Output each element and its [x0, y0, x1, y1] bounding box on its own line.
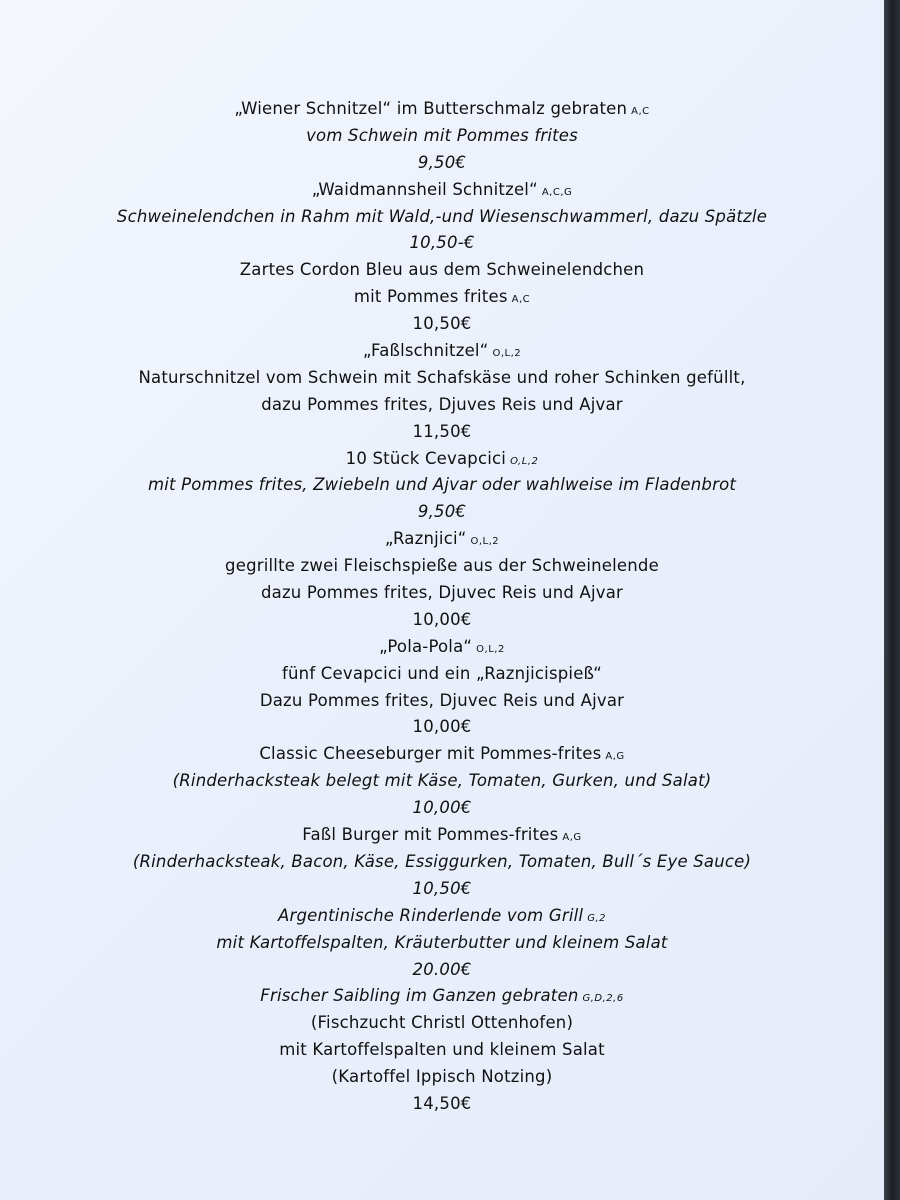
- dish-description: (Rinderhacksteak belegt mit Käse, Tomaten, Gurken, und Salat): [172, 771, 712, 791]
- menu-line: [0, 607, 884, 634]
- dish-title: Faßl Burger mit Pommes-frites: [302, 825, 559, 845]
- dish-title: „Wiener Schnitzel“ im Butterschmalz gebraten: [234, 99, 628, 118]
- allergen-codes: A,C: [631, 106, 650, 117]
- dish-price: 20.00€: [412, 959, 472, 979]
- allergen-codes: A,G: [562, 832, 582, 844]
- dish-description: dazu Pommes frites, Djuves Reis und Ajvar: [261, 394, 623, 414]
- menu-line: [0, 123, 884, 150]
- allergen-codes: O,L,2: [510, 455, 539, 467]
- menu-line: [0, 338, 884, 365]
- dish-price: 11,50€: [412, 421, 472, 441]
- menu-line: [0, 204, 884, 231]
- menu-line: [0, 795, 884, 822]
- menu-list: [0, 96, 884, 1118]
- menu-line: [0, 392, 884, 419]
- allergen-codes: G,D,2,6: [582, 993, 624, 1005]
- menu-line: [0, 714, 884, 741]
- menu-line: [0, 903, 884, 930]
- dish-price: 9,50€: [417, 502, 467, 522]
- menu-line: [0, 661, 884, 688]
- dish-title: „Waidmannsheil Schnitzel“: [311, 179, 538, 199]
- allergen-codes: A,C: [511, 294, 531, 306]
- allergen-codes: O,L,2: [476, 643, 505, 655]
- menu-line: [0, 499, 884, 526]
- dish-description: Naturschnitzel vom Schwein mit Schafskäse und roher Schinken gefüllt,: [138, 367, 746, 387]
- menu-line: [0, 822, 884, 849]
- dish-price: 14,50€: [412, 1093, 472, 1113]
- dish-description: fünf Cevapcici und ein „Raznjicispieß“: [282, 663, 602, 683]
- dish-description: (Fischzucht Christl Ottenhofen): [310, 1013, 574, 1033]
- menu-line: [0, 311, 884, 338]
- menu-line: [0, 419, 884, 446]
- dish-title: 10 Stück Cevapcici: [345, 448, 507, 468]
- menu-line: [0, 526, 884, 553]
- dish-description: (Rinderhacksteak, Bacon, Käse, Essiggurken, Tomaten, Bull´s Eye Sauce): [132, 851, 752, 871]
- dish-title: Zartes Cordon Bleu aus dem Schweinelendchen: [239, 260, 645, 280]
- menu-line: [0, 580, 884, 607]
- menu-line: [0, 1037, 884, 1064]
- allergen-codes: G,2: [587, 912, 607, 924]
- menu-line: [0, 284, 884, 311]
- dish-description: mit Pommes frites, Zwiebeln und Ajvar oder wahlweise im Fladenbrot: [147, 475, 737, 495]
- menu-line: [0, 634, 884, 661]
- menu-line: [0, 1010, 884, 1037]
- dish-price: 10,00€: [412, 798, 472, 818]
- menu-line: [0, 1064, 884, 1091]
- menu-line: [0, 957, 884, 984]
- menu-line: [0, 688, 884, 715]
- menu-line: [0, 983, 884, 1010]
- menu-line: [0, 930, 884, 957]
- dish-description: gegrillte zwei Fleischspieße aus der Schweinelende: [225, 556, 659, 576]
- menu-line: [0, 553, 884, 580]
- allergen-codes: A,C,G: [541, 186, 573, 198]
- dish-title: „Raznjici“: [384, 529, 467, 549]
- dish-description: dazu Pommes frites, Djuvec Reis und Ajvar: [260, 583, 624, 603]
- menu-line: [0, 177, 884, 204]
- menu-line: [0, 1091, 884, 1118]
- dish-title: Frischer Saibling im Ganzen gebraten: [260, 986, 579, 1006]
- menu-line: [0, 365, 884, 392]
- allergen-codes: O,L,2: [492, 348, 522, 360]
- menu-line: [0, 876, 884, 903]
- dish-description: vom Schwein mit Pommes frites: [306, 125, 578, 145]
- dish-description: mit Kartoffelspalten und kleinem Salat: [279, 1040, 605, 1060]
- allergen-codes: A,G: [605, 751, 625, 763]
- menu-line: [0, 849, 884, 876]
- dish-price: 10,50€: [412, 314, 472, 334]
- dish-price: 10,50-€: [409, 233, 475, 253]
- menu-line: [0, 257, 884, 284]
- menu-line: [0, 741, 884, 768]
- menu-line: [0, 150, 884, 177]
- dish-title: „Pola-Pola“: [379, 636, 473, 656]
- allergen-codes: O,L,2: [470, 536, 500, 548]
- dish-price: 10,00€: [412, 717, 472, 737]
- dish-description: Dazu Pommes frites, Djuvec Reis und Ajvar: [259, 690, 625, 710]
- menu-line: [0, 96, 884, 123]
- page-edge-shadow: [884, 0, 900, 1200]
- menu-line: [0, 472, 884, 499]
- menu-line: [0, 230, 884, 257]
- dish-price: 10,00€: [412, 609, 472, 629]
- dish-title: „Faßlschnitzel“: [362, 341, 489, 361]
- dish-description: Schweinelendchen in Rahm mit Wald,-und Wiesenschwammerl, dazu Spätzle: [116, 206, 768, 226]
- dish-description: (Kartoffel Ippisch Notzing): [331, 1067, 553, 1087]
- dish-title: Argentinische Rinderlende vom Grill: [277, 905, 584, 925]
- menu-line: [0, 446, 884, 473]
- dish-description: mit Pommes frites: [353, 287, 508, 307]
- dish-description: mit Kartoffelspalten, Kräuterbutter und kleinem Salat: [216, 932, 668, 952]
- dish-title: Classic Cheeseburger mit Pommes-frites: [259, 744, 602, 764]
- menu-line: [0, 768, 884, 795]
- dish-price: 10,50€: [412, 878, 472, 898]
- dish-price: 9,50€: [417, 152, 467, 172]
